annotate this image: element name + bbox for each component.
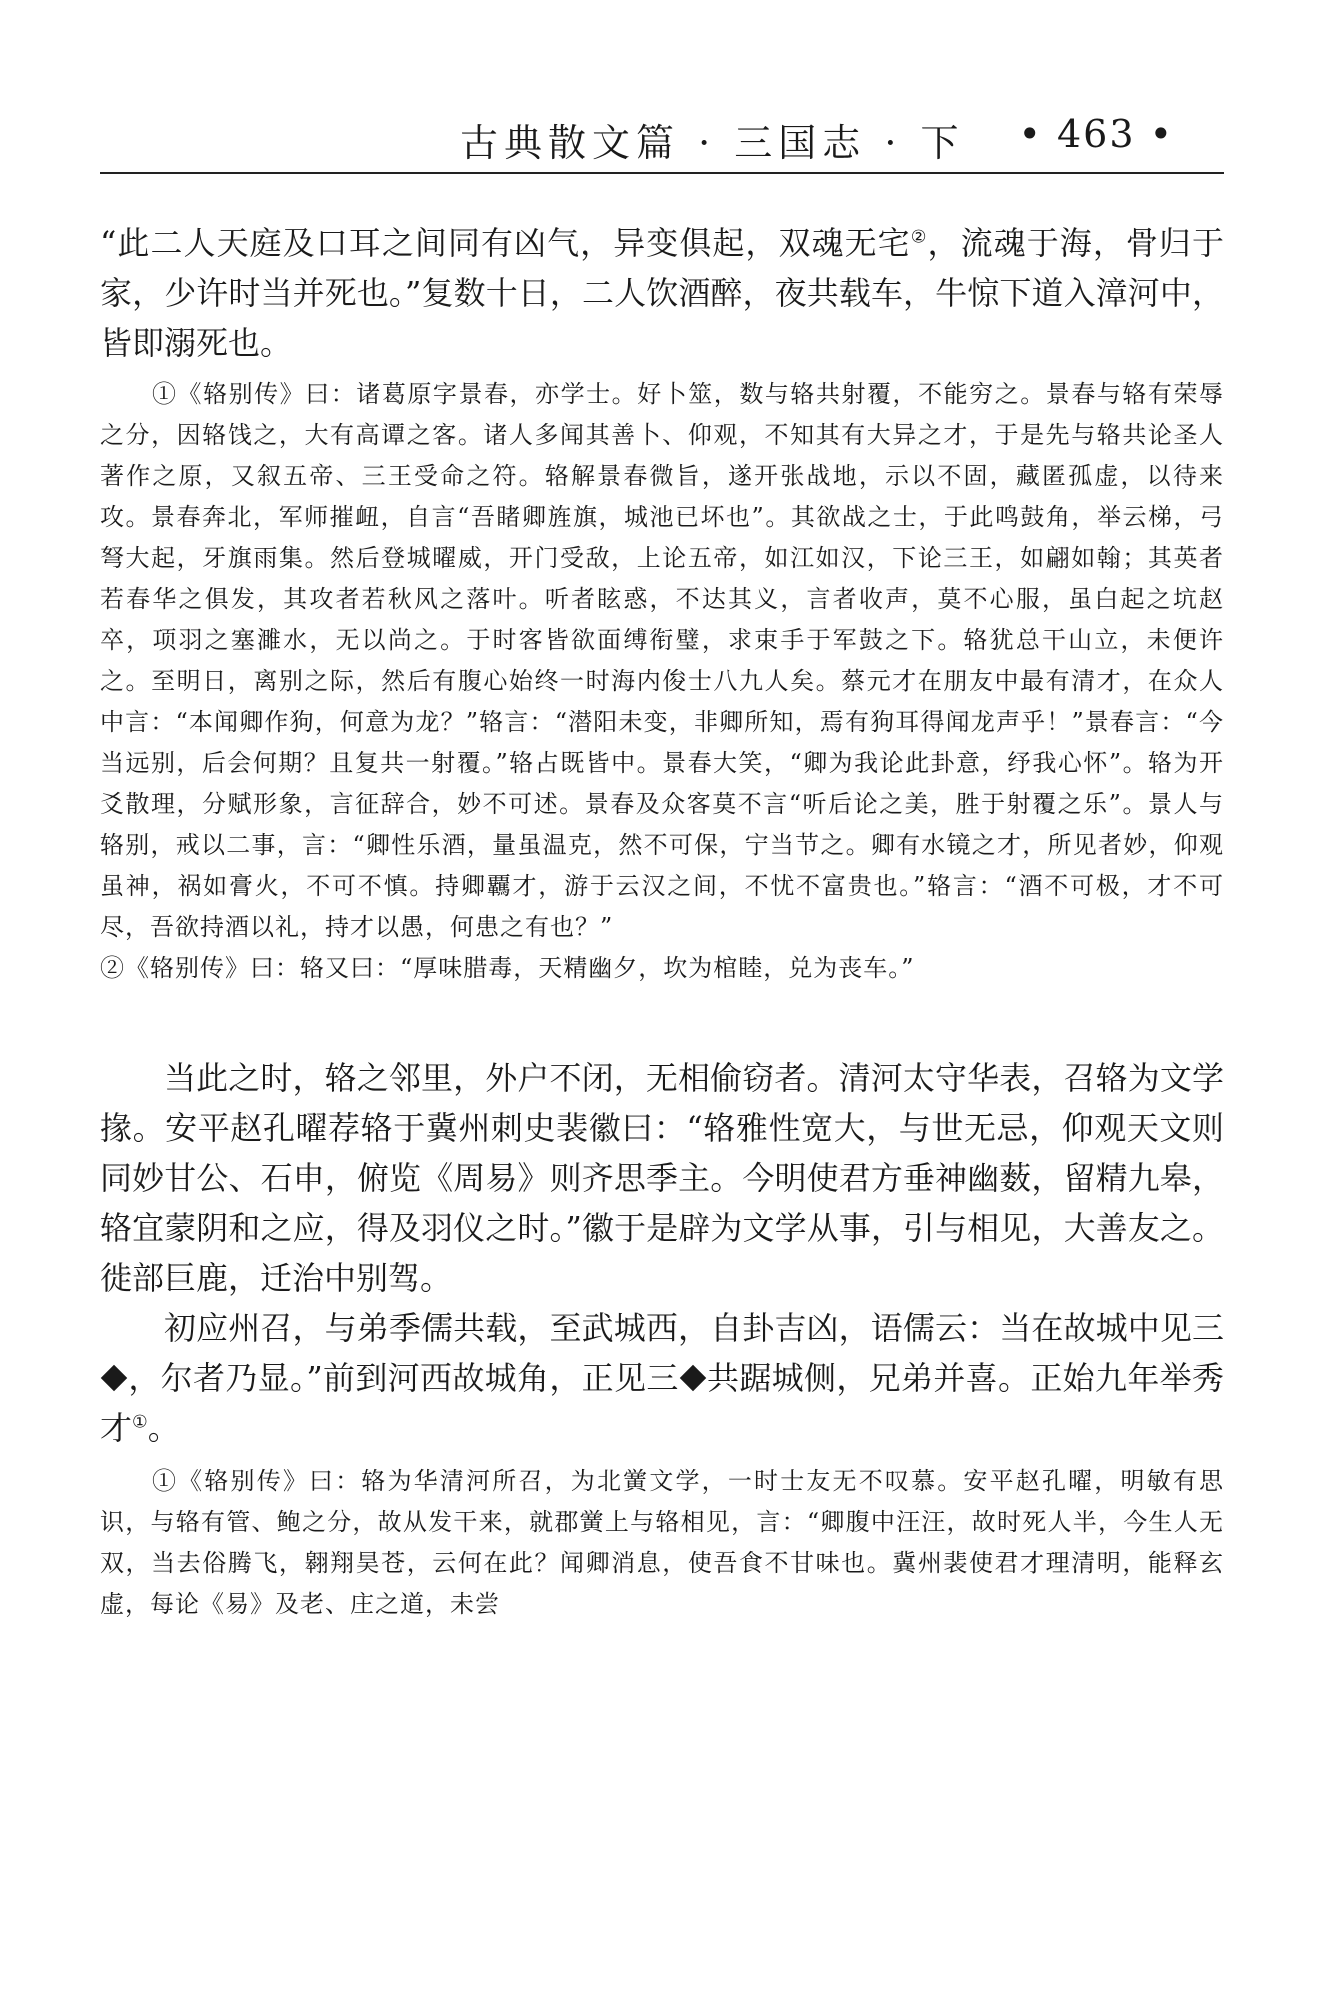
footnote-2: ②《辂别传》曰：辂又曰：“厚味腊毒，天精幽夕，坎为棺睦，兑为丧车。” <box>100 954 915 982</box>
body-paragraph-3-c: 共踞城侧，兄弟并喜。正始九年举秀才 <box>100 1359 1224 1447</box>
body-paragraph-1 <box>100 218 1224 368</box>
footnote-1: ①《辂别传》曰：诸葛原字景春，亦学士。好卜筮，数与辂共射覆，不能穷之。景春与辂有荣辱之分，因辂饯之，大有高谭之客。诸人多闻其善卜、仰观，不知其有大异之才，于是先与辂共论圣人著作之原，又叙五帝、三王受命之符。辂解景春微旨，遂开张战地，示以不固，藏匿孤虚，以待来攻。景春奔北，军师摧衄，自言“吾睹卿旌旗，城池已坏也”。其欲战之士，于此鸣鼓角，举云梯，弓弩大起，牙旗雨集。然后登城曜威，开门受敌，上论五帝，如江如汉，下论三王，如翩如翰；其英者若春华之俱发，其攻者若秋风之落叶。听者眩惑，不达其义，言者收声，莫不心服，虽白起之坑赵卒，项羽之塞濉水，无以尚之。于时客皆欲面缚衔璧，求束手于军鼓之下。辂犹总干山立，未便许之。至明日，离别之际，然后有腹心始终一时海内俊士八九人矣。蔡元才在朋友中最有清才，在众人中言：“本闻卿作狗，何意为龙？”辂言：“潜阳未变，非卿所知，焉有狗耳得闻龙声乎！”景春言：“今当远别，后会何期？且复共一射覆。”辂占既皆中。景春大笑，“卿为我论此卦意，纾我心怀”。辂为开爻散理，分赋形象，言征辞合，妙不可述。景春及众客莫不言“听后论之美，胜于射覆之乐”。景人与辂别，戒以二事，言：“卿性乐酒，量虽温克，然不可保，宁当节之。卿有水镜之才，所见者妙，仰观虽神，祸如膏火，不可不慎。持卿覊才，游于云汉之间，不忧不富贵也。”辂言：“酒不可极，才不可尽，吾欲持酒以礼，持才以愚，何患之有也？” <box>100 380 1224 941</box>
footnote-block-2 <box>100 1461 1224 1625</box>
missing-glyph-icon <box>101 1365 127 1391</box>
missing-glyph-icon <box>679 1365 705 1391</box>
header-rule <box>100 172 1224 174</box>
body-paragraph-1-b: ，流魂于海，骨归于家，少许时当并死也。”复数十日，二人饮酒醉，夜共载车，牛惊下道入漳河中，皆即溺死也。 <box>100 224 1224 362</box>
footnote-mark-2: ② <box>910 227 928 248</box>
body-paragraph-3-d: 。 <box>147 1409 180 1447</box>
body-paragraph-3-b: ，尔者乃显。”前到河西故城角，正见三 <box>128 1359 679 1397</box>
body-paragraph-2: 当此之时，辂之邻里，外户不闭，无相偷窃者。清河太守华表，召辂为文学掾。安平赵孔曜荐辂于冀州刺史裴徽曰：“辂雅性宽大，与世无忌，仰观天文则同妙甘公、石申，俯览《周易》则齐思季主。今明使君方垂神幽薮，留精九皋，辂宜蒙阴和之应，得及羽仪之时。”徽于是辟为文学从事，引与相见，大善友之。徙部巨鹿，迁治中别驾。 <box>100 1059 1224 1297</box>
page-number: • 463 • <box>1018 112 1174 156</box>
page-content <box>100 218 1224 1625</box>
footnote-block-1 <box>100 374 1224 989</box>
running-header <box>100 108 1224 168</box>
body-paragraph-1-a: “此二人天庭及口耳之间同有凶气，异变俱起，双魂无宅 <box>100 224 911 262</box>
footnote-mark-1: ① <box>132 1412 148 1433</box>
body-paragraph-3 <box>100 1303 1224 1453</box>
body-paragraph-3-a: 初应州召，与弟季儒共载，至武城西，自卦吉凶，语儒云：当在故城中见三 <box>164 1309 1224 1347</box>
header-title: 古典散文篇 · 三国志 · 下 <box>460 121 965 165</box>
footnote-3: ①《辂别传》曰：辂为华清河所召，为北黉文学，一时士友无不叹慕。安平赵孔曜，明敏有思识，与辂有管、鲍之分，故从发干来，就郡黉上与辂相见，言：“卿腹中汪汪，故时死人半，今生人无双，当去俗腾飞，翱翔昊苍，云何在此？闻卿消息，使吾食不甘味也。冀州裴使君才理清明，能释玄虚，每论《易》及老、庄之道，未尝 <box>100 1467 1224 1618</box>
